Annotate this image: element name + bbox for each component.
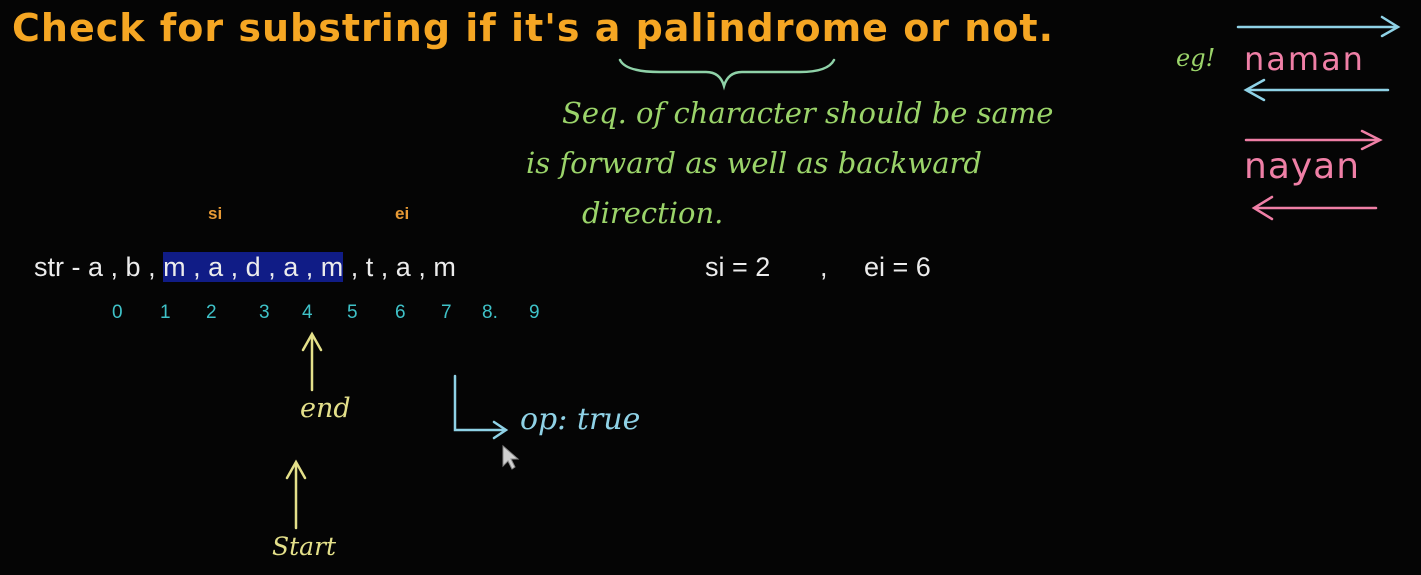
- example-word-nayan: nayan: [1244, 146, 1361, 187]
- string-chars: a , b , m , a , d , a , m , t , a , m: [88, 252, 456, 282]
- up-arrow-icon: [303, 334, 321, 390]
- backward-arrow-icon: [1246, 80, 1388, 100]
- highlighted-substring: m , a , d , a , m: [163, 252, 344, 282]
- string-char: m: [433, 252, 456, 282]
- string-char: a: [88, 252, 104, 282]
- backward-arrow-icon: [1254, 197, 1376, 219]
- si-value: si = 2: [705, 252, 771, 282]
- marker-si: si: [208, 204, 223, 223]
- index-number: 5: [347, 302, 358, 323]
- string-char: b: [125, 252, 141, 282]
- definition-line-1: Seq. of character should be same: [562, 96, 1054, 130]
- start-pointer-label: Start: [272, 532, 337, 561]
- example-word-naman: naman: [1244, 40, 1365, 78]
- string-char: t: [365, 252, 374, 282]
- marker-ei: ei: [395, 204, 410, 223]
- definition-line-3: direction.: [582, 196, 724, 230]
- index-number: 6: [395, 302, 406, 323]
- string-char: m: [163, 252, 186, 282]
- index-number: 4: [302, 302, 313, 323]
- title-prefix: Check for substring if it's a: [12, 6, 636, 50]
- value-separator: ,: [820, 252, 828, 282]
- end-pointer-label: end: [300, 393, 351, 424]
- up-arrow-icon: [287, 462, 305, 528]
- index-number: 3: [259, 302, 270, 323]
- index-number: 7: [441, 302, 452, 323]
- index-number: 8.: [482, 302, 498, 323]
- string-prefix: str -: [34, 252, 88, 282]
- palindrome-brace: [620, 60, 834, 86]
- index-number: 0: [112, 302, 123, 323]
- string-char: a: [395, 252, 411, 282]
- ei-value: ei = 6: [864, 252, 931, 282]
- title-suffix: or not.: [888, 6, 1055, 50]
- forward-arrow-icon: [1238, 17, 1398, 36]
- string-char: d: [245, 252, 261, 282]
- title-highlight: palindrome: [635, 6, 889, 50]
- definition-line-2: is forward as well as backward: [526, 146, 982, 180]
- index-number: 2: [206, 302, 217, 323]
- string-char: m: [320, 252, 344, 282]
- output-arrow-icon: [455, 376, 506, 438]
- index-number: 9: [529, 302, 540, 323]
- forward-arrow-icon: [1246, 131, 1380, 149]
- output-label: op: true: [520, 402, 641, 437]
- cursor-icon: [503, 446, 518, 469]
- string-char: a: [283, 252, 299, 282]
- example-label: eg!: [1176, 44, 1216, 72]
- string-char: a: [208, 252, 224, 282]
- index-number: 1: [160, 302, 171, 323]
